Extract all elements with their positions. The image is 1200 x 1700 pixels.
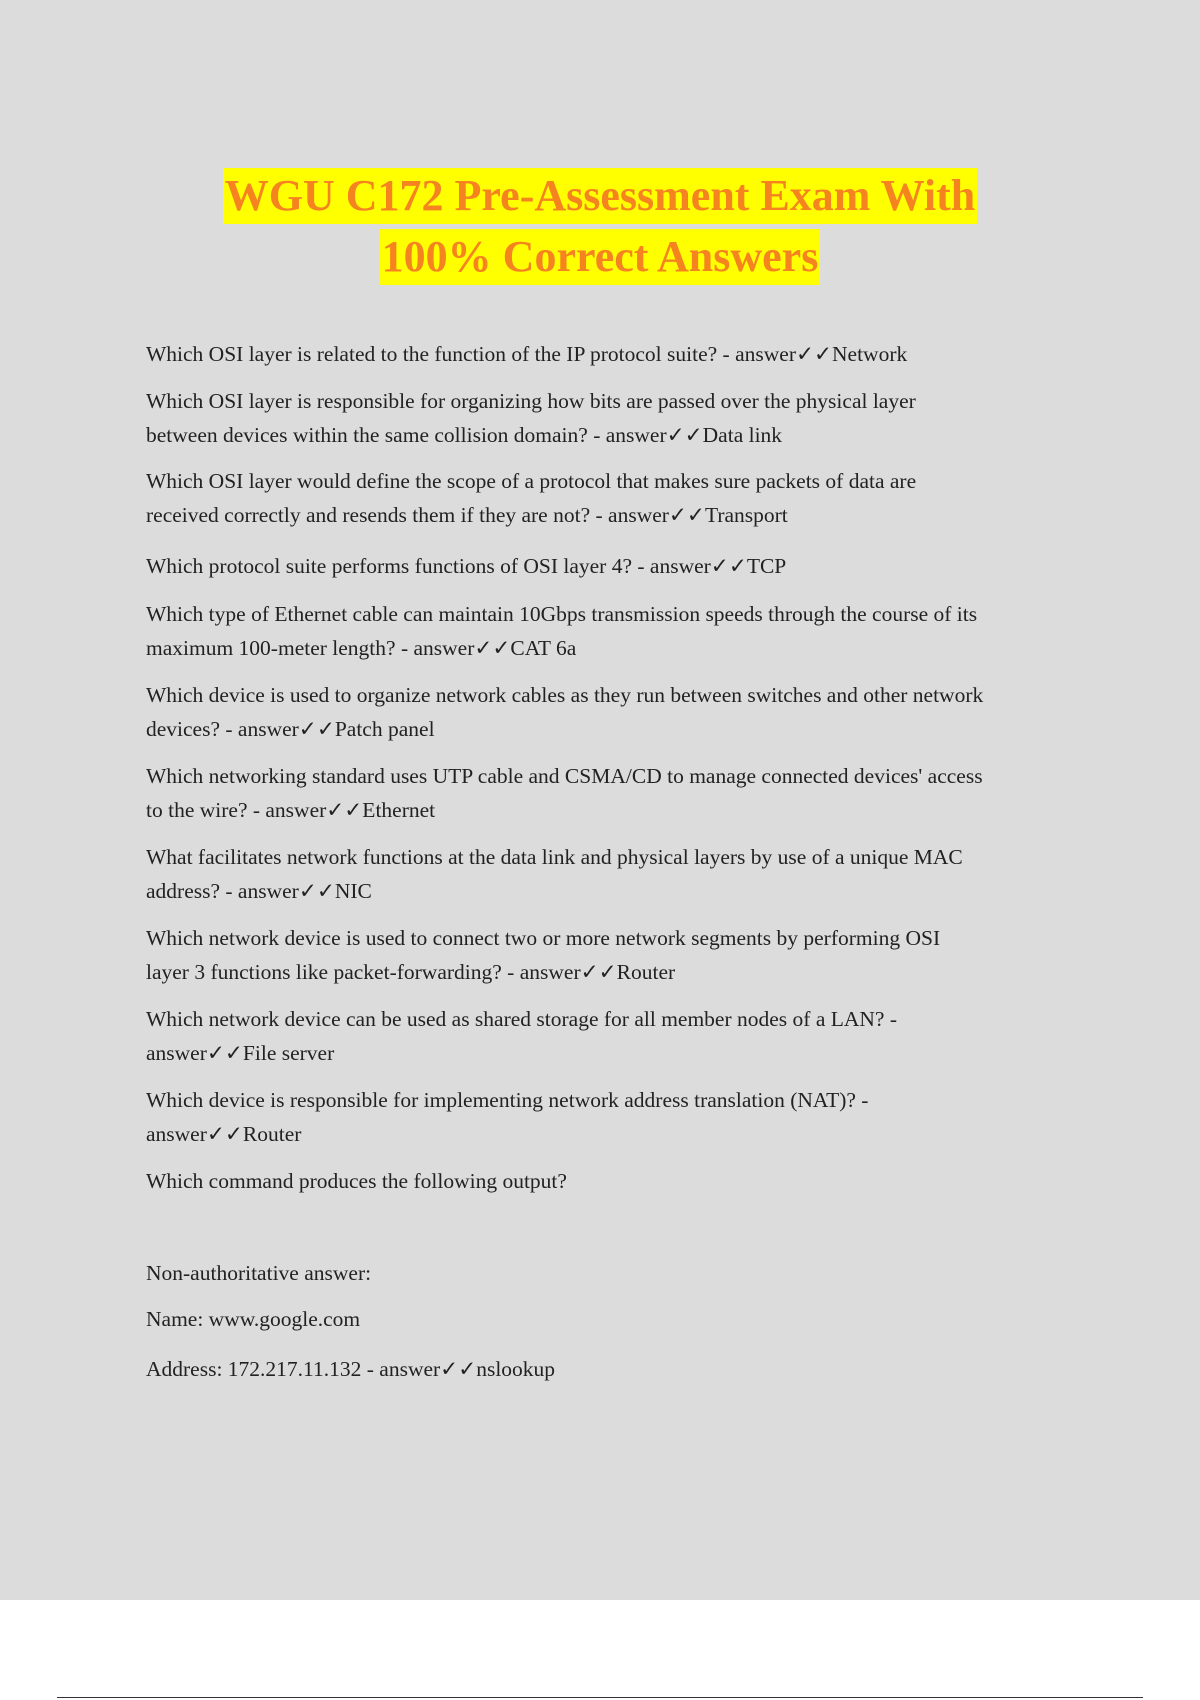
- qa-line: layer 3 functions like packet-forwarding? - answer✓✓Router: [146, 960, 676, 984]
- qa-line: Which OSI layer is responsible for organizing how bits are passed over the physical layer: [146, 389, 916, 413]
- qa-line: answer✓✓Router: [146, 1122, 302, 1146]
- qa-line: Which command produces the following output?: [146, 1169, 567, 1193]
- qa-line: answer✓✓File server: [146, 1041, 335, 1065]
- qa-line: between devices within the same collision domain? - answer✓✓Data link: [146, 423, 783, 447]
- footer-divider: [57, 1697, 1143, 1698]
- qa-line: What facilitates network functions at the data link and physical layers by use of a unique MAC: [146, 845, 963, 869]
- qa-line: Which network device can be used as shared storage for all member nodes of a LAN? -: [146, 1007, 898, 1031]
- qa-line: Which network device is used to connect two or more network segments by performing OSI: [146, 926, 941, 950]
- qa-line: Which OSI layer would define the scope of a protocol that makes sure packets of data are: [146, 469, 917, 493]
- qa-item-3: [146, 464, 1091, 532]
- qa-item-6: [146, 678, 1091, 746]
- qa-item-14: [146, 1302, 1091, 1336]
- qa-line: maximum 100-meter length? - answer✓✓CAT 6a: [146, 636, 577, 660]
- qa-line: Name: www.google.com: [146, 1307, 361, 1331]
- title-line-1: WGU C172 Pre-Assessment Exam With: [223, 168, 977, 224]
- qa-item-12: [146, 1164, 1091, 1198]
- qa-item-5: [146, 597, 1091, 665]
- qa-item-13: [146, 1256, 1091, 1290]
- qa-item-9: [146, 921, 1091, 989]
- qa-item-7: [146, 759, 1091, 827]
- qa-line: address? - answer✓✓NIC: [146, 879, 372, 903]
- qa-line: Non-authoritative answer:: [146, 1261, 372, 1285]
- document-title: [0, 168, 1200, 290]
- qa-line: Which protocol suite performs functions of OSI layer 4? - answer✓✓TCP: [146, 554, 787, 578]
- qa-item-4: [146, 549, 1091, 583]
- qa-line: devices? - answer✓✓Patch panel: [146, 717, 435, 741]
- qa-line: Which networking standard uses UTP cable and CSMA/CD to manage connected devices' access: [146, 764, 983, 788]
- qa-line: received correctly and resends them if they are not? - answer✓✓Transport: [146, 503, 788, 527]
- qa-line: to the wire? - answer✓✓Ethernet: [146, 798, 436, 822]
- qa-item-10: [146, 1002, 1091, 1070]
- qa-line: Which type of Ethernet cable can maintain 10Gbps transmission speeds through the course of its: [146, 602, 978, 626]
- title-line-2: 100% Correct Answers: [380, 229, 821, 285]
- qa-line: Which device is responsible for implementing network address translation (NAT)? -: [146, 1088, 869, 1112]
- qa-item-1: [146, 337, 1091, 371]
- qa-line: Address: 172.217.11.132 - answer✓✓nslookup: [146, 1357, 556, 1381]
- qa-line: Which device is used to organize network cables as they run between switches and other network: [146, 683, 984, 707]
- qa-item-8: [146, 840, 1091, 908]
- qa-item-2: [146, 384, 1091, 452]
- qa-item-15: [146, 1352, 1091, 1386]
- qa-item-11: [146, 1083, 1091, 1151]
- qa-line: Which OSI layer is related to the function of the IP protocol suite? - answer✓✓Network: [146, 342, 908, 366]
